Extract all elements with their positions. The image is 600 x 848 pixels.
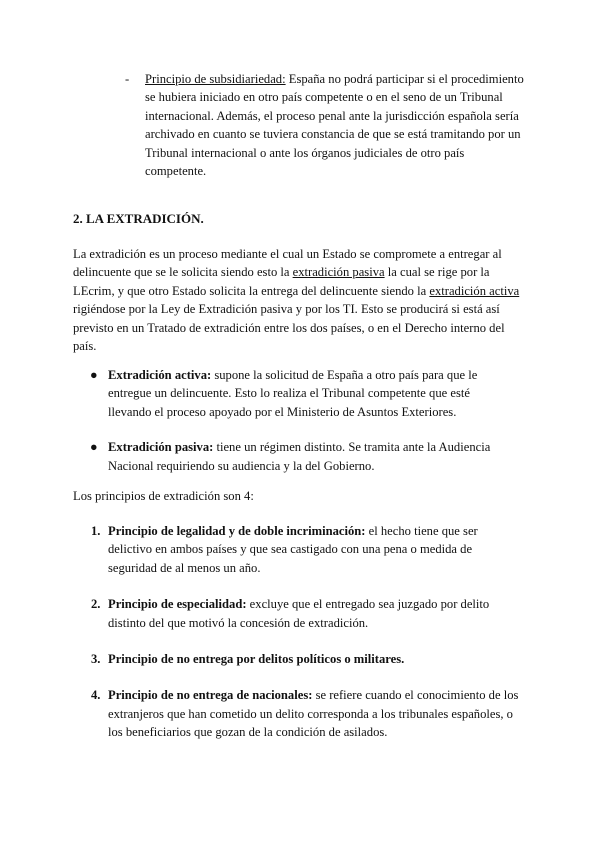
item-number: 1. xyxy=(91,524,101,538)
dash-marker: - xyxy=(125,72,130,86)
type-text: supone la solicitud de España a otro país para que le entregue un delincuente. Esto lo realiza el Tribunal competente que esté llevando el proceso apoyado por el Ministerio de Asuntos Exteriores. xyxy=(108,368,478,419)
type-text: tiene un régimen distinto. Se tramita ante la Audiencia Nacional requiriendo su audiencia y la del Gobierno. xyxy=(108,440,491,473)
principle-text: el hecho tiene que ser delictivo en ambos países y que sea castigado con una pena o medida de seguridad de al menos un año. xyxy=(108,524,478,575)
principle-term: Principio de no entrega por delitos políticos o militares. xyxy=(108,652,405,667)
type-term: Extradición pasiva: xyxy=(108,440,214,455)
definition-part3: rigiéndose por la Ley de Extradición pasiva y por los TI. Esto se producirá si está así previsto en un Tratado de extradición entre los dos países, o en el Derecho interno del país. xyxy=(73,302,505,354)
principles-list xyxy=(73,522,523,742)
subsidiarity-text xyxy=(145,70,525,180)
principle-term: Principio de no entrega de nacionales: xyxy=(108,688,313,703)
principle-term: Principio de especialidad: xyxy=(108,597,247,612)
section-heading: 2. LA EXTRADICIÓN. xyxy=(73,211,204,226)
term-extradicion-activa: extradición activa xyxy=(429,283,520,298)
list-item xyxy=(73,595,523,632)
extradition-types-list xyxy=(73,366,513,475)
item-number: 4. xyxy=(91,688,101,703)
definition-part1: La extradición es un proceso mediante el cual un Estado se compromete a entregar al delincuente que se le solicita siendo esto la xyxy=(73,247,502,280)
list-item xyxy=(73,438,513,475)
item-number: 2. xyxy=(91,597,101,612)
principles-intro: Los principios de extradición son 4: xyxy=(73,489,254,503)
bullet-icon: ● xyxy=(90,368,98,382)
list-item xyxy=(73,650,523,668)
definition-paragraph xyxy=(73,245,531,355)
list-item xyxy=(73,522,523,577)
type-term: Extradición activa: xyxy=(108,368,212,382)
list-item xyxy=(73,366,513,421)
subsidiarity-body: España no podrá participar si el procedimiento se hubiera iniciado en otro país competente o en el seno de un Tribunal internacional. Además, el proceso penal ante la jurisdicción española sería archivado en cuanto se tuviera constancia de que se está tramitando por un Tribunal internacional o ante los órganos judiciales de otro país competente. xyxy=(145,72,524,179)
subsidiarity-item xyxy=(125,70,525,180)
principle-text: se refiere cuando el conocimiento de los extranjeros que han cometido un delito corresponda a los tribunales españoles, o los beneficiarios que gozan de la condición de asilados. xyxy=(108,688,519,740)
subsidiarity-title: Principio de subsidiariedad: xyxy=(145,72,286,86)
item-number: 3. xyxy=(91,652,101,667)
term-extradicion-pasiva: extradición pasiva xyxy=(292,265,385,280)
bullet-icon: ● xyxy=(90,440,98,455)
definition-part2: la cual se rige por la LEcrim, y que otro Estado solicita la entrega del delincuente siendo la xyxy=(73,265,490,298)
principle-term: Principio de legalidad y de doble incriminación: xyxy=(108,524,366,538)
principle-text: excluye que el entregado sea juzgado por delito distinto del que motivó la concesión de extradición. xyxy=(108,597,490,630)
list-item xyxy=(73,686,523,741)
